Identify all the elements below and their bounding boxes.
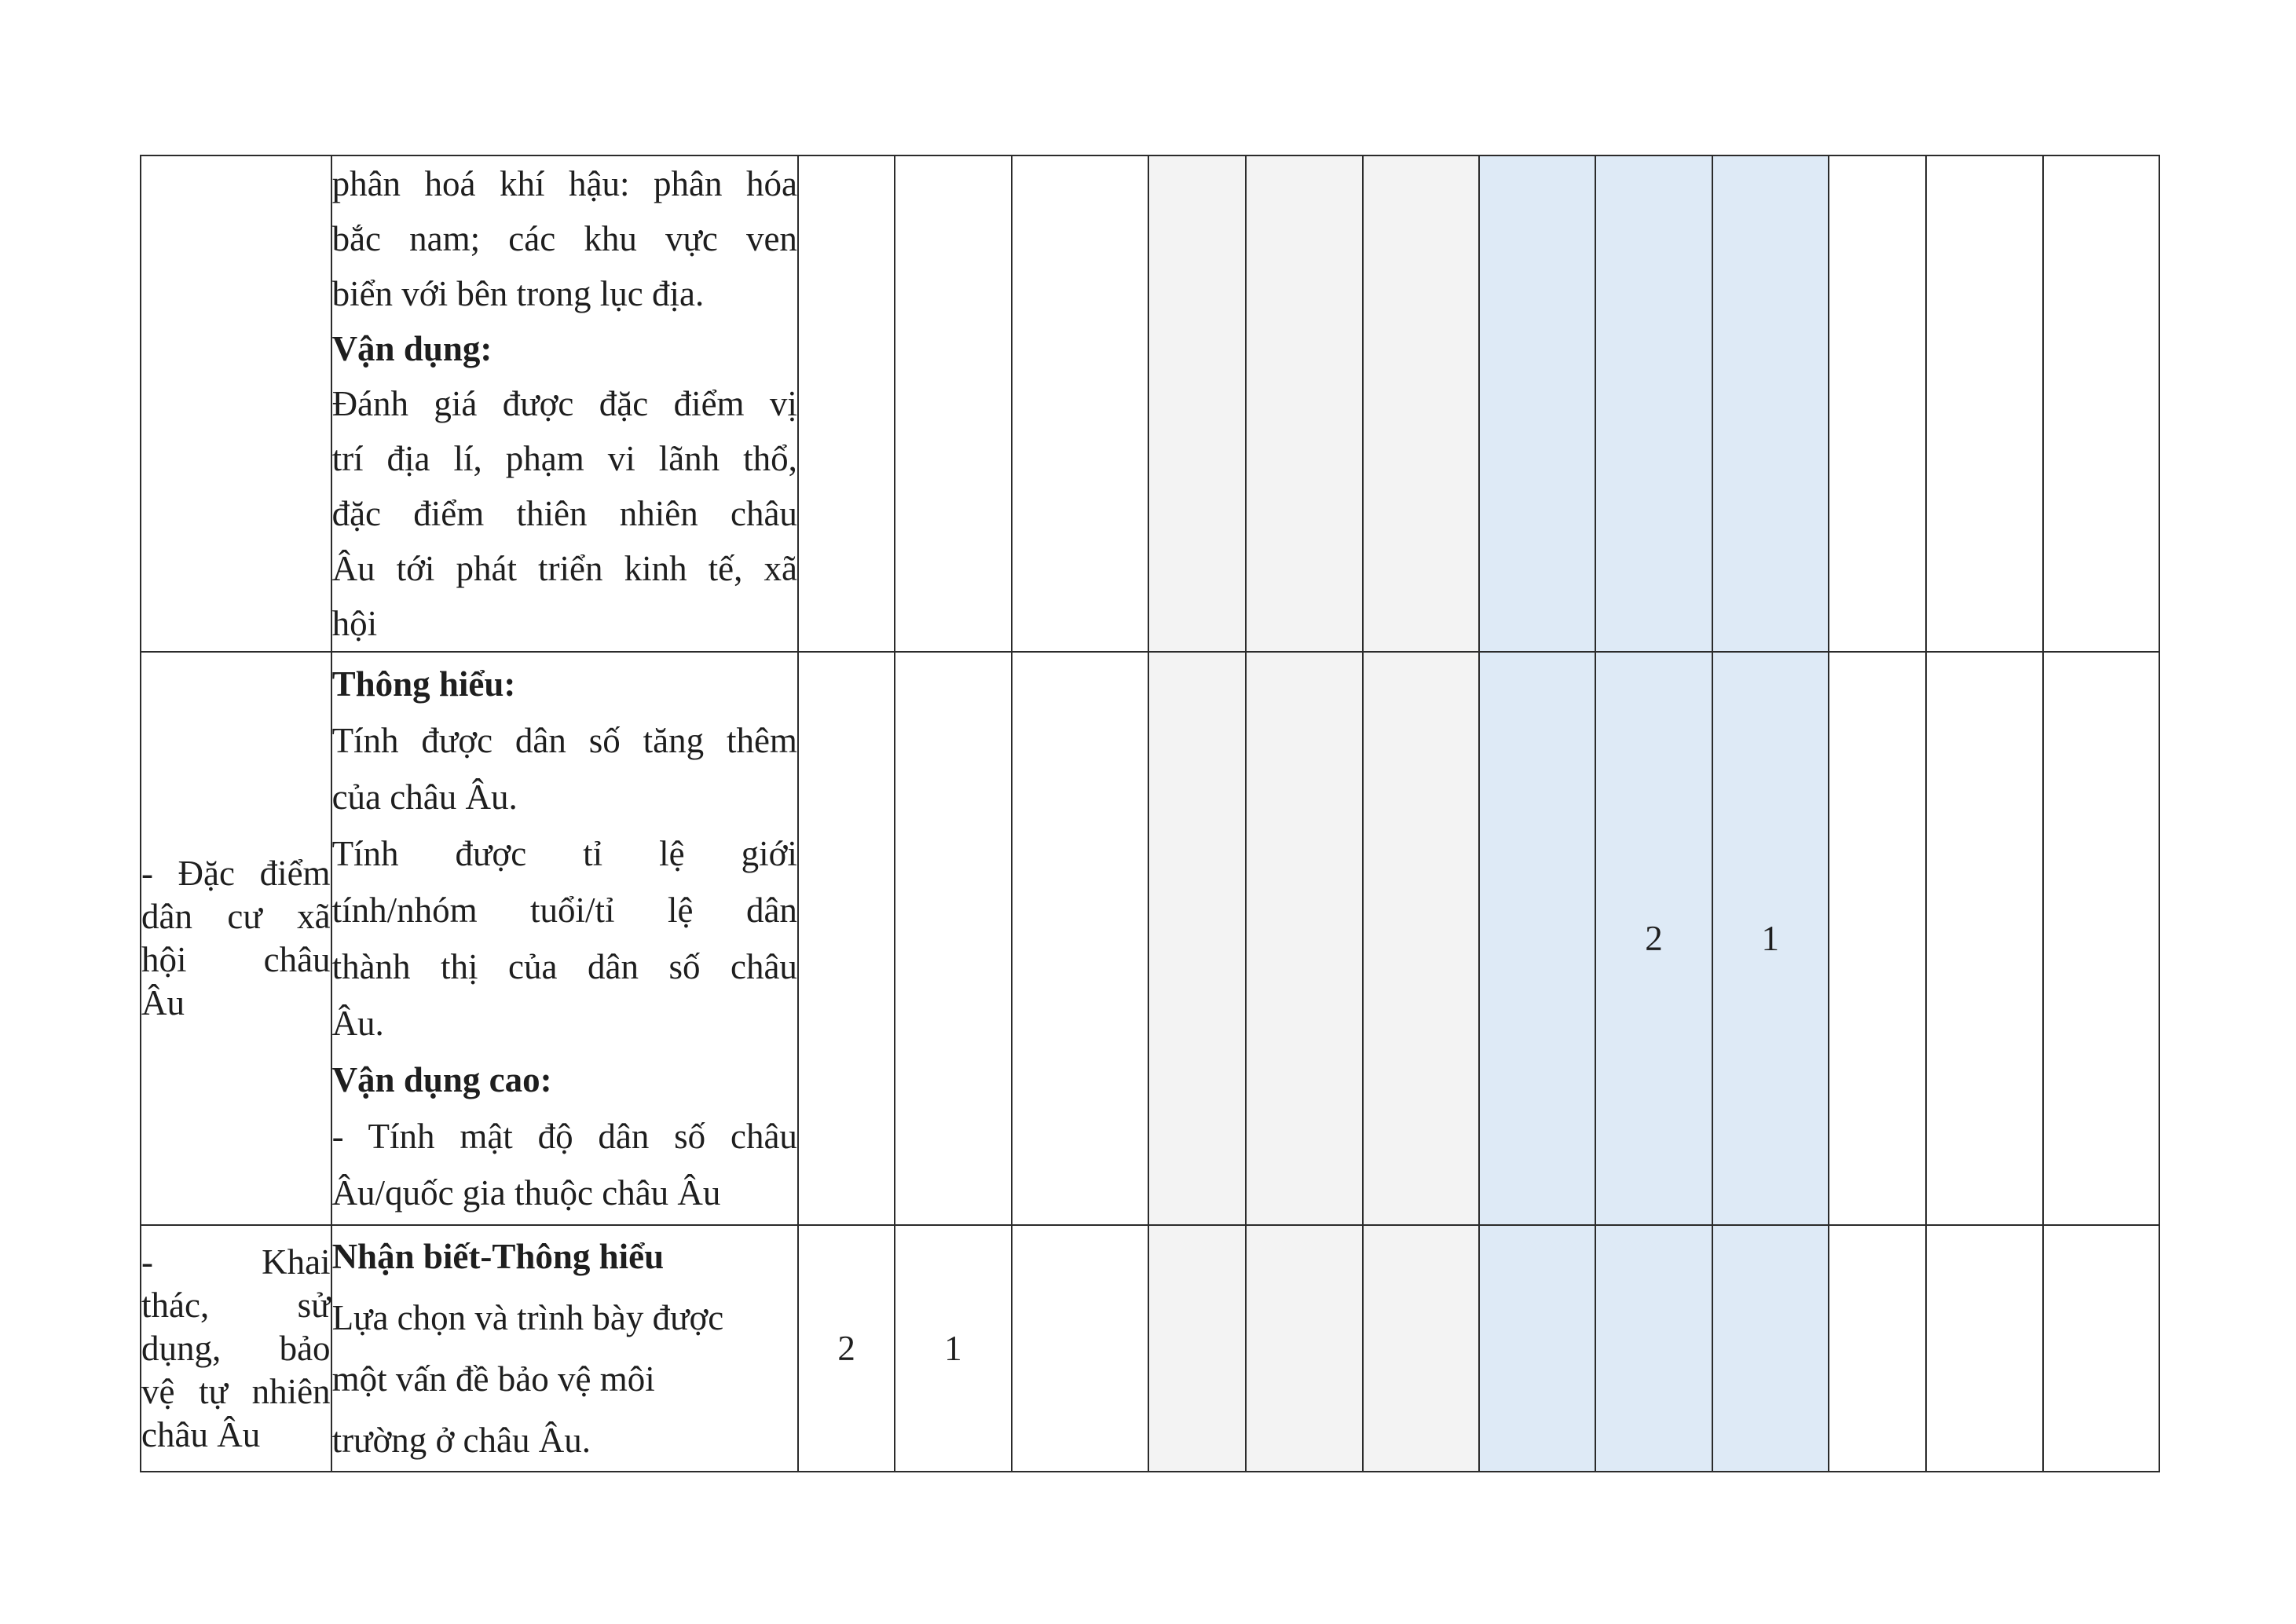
topic-line: - Đặc điểm xyxy=(141,854,331,893)
count-cell xyxy=(1829,155,1926,652)
topic-line: châu Âu xyxy=(141,1414,261,1454)
topic-line: hội châu xyxy=(141,940,331,979)
count-cell xyxy=(1148,652,1246,1225)
count-cell xyxy=(1363,155,1479,652)
requirement-line: Lựa chọn và trình bày được xyxy=(331,1298,724,1337)
count-cell xyxy=(1246,155,1362,652)
count-cell xyxy=(1012,155,1148,652)
count-cell xyxy=(1012,1225,1148,1472)
requirement-line: đặc điểm thiên nhiên châu xyxy=(331,494,797,533)
requirement-line: Âu tới phát triển kinh tế, xã xyxy=(331,549,797,588)
requirement-cell xyxy=(331,652,798,1225)
requirement-line: thành thị của dân số châu xyxy=(331,947,797,986)
count-cell xyxy=(1479,652,1595,1225)
count-cell xyxy=(1829,652,1926,1225)
topic-line: Âu xyxy=(141,983,185,1022)
count-cell xyxy=(1829,1225,1926,1472)
count-cell xyxy=(1479,155,1595,652)
requirement-heading: Thông hiểu: xyxy=(331,664,516,704)
count-cell: 2 xyxy=(1595,652,1712,1225)
count-cell xyxy=(1012,652,1148,1225)
count-cell xyxy=(1926,652,2042,1225)
count-cell xyxy=(895,155,1011,652)
count-cell xyxy=(1926,155,2042,652)
requirement-line: Đánh giá được đặc điểm vị xyxy=(331,384,797,423)
requirement-line: - Tính mật độ dân số châu xyxy=(331,1117,797,1156)
count-cell xyxy=(1479,1225,1595,1472)
topic-line: dân cư xã xyxy=(141,897,331,936)
topic-line: thác, sử xyxy=(141,1285,331,1325)
count-cell xyxy=(1148,1225,1246,1472)
assessment-matrix-table xyxy=(140,155,2160,1472)
table-row xyxy=(141,652,2159,1225)
count-cell xyxy=(1595,155,1712,652)
table-row xyxy=(141,155,2159,652)
topic-cell xyxy=(141,652,331,1225)
requirement-line: hội xyxy=(331,604,378,643)
requirement-heading: Vận dụng cao: xyxy=(331,1060,552,1099)
requirement-line: biển với bên trong lục địa. xyxy=(331,274,705,313)
requirement-line: Âu. xyxy=(331,1004,384,1043)
count-cell xyxy=(798,155,895,652)
requirement-line: tính/nhóm tuổi/tỉ lệ dân xyxy=(331,891,797,930)
requirement-cell xyxy=(331,1225,798,1472)
count-cell xyxy=(1712,155,1829,652)
table-row xyxy=(141,1225,2159,1472)
count-cell: 1 xyxy=(895,1225,1011,1472)
requirement-line: trí địa lí, phạm vi lãnh thổ, xyxy=(331,439,797,478)
requirement-line: bắc nam; các khu vực ven xyxy=(331,219,797,258)
count-cell xyxy=(1363,1225,1479,1472)
requirement-line: Tính được tỉ lệ giới xyxy=(331,834,797,873)
count-cell xyxy=(1246,1225,1362,1472)
requirement-cell xyxy=(331,155,798,652)
requirement-line: của châu Âu. xyxy=(331,777,518,817)
count-cell xyxy=(2043,1225,2159,1472)
topic-line: vệ tự nhiên xyxy=(141,1371,331,1411)
requirement-line: Tính được dân số tăng thêm xyxy=(331,721,797,760)
count-cell xyxy=(2043,155,2159,652)
count-cell xyxy=(1246,652,1362,1225)
count-cell xyxy=(2043,652,2159,1225)
requirement-heading: Nhận biết-Thông hiểu xyxy=(331,1237,665,1276)
count-cell xyxy=(1595,1225,1712,1472)
count-cell xyxy=(1363,652,1479,1225)
requirement-heading: Vận dụng: xyxy=(331,329,493,368)
topic-cell xyxy=(141,155,331,652)
requirement-line: một vấn đề bảo vệ môi xyxy=(331,1359,655,1399)
count-cell xyxy=(1148,155,1246,652)
count-cell xyxy=(895,652,1011,1225)
count-cell xyxy=(1712,1225,1829,1472)
topic-line: - Khai xyxy=(141,1242,331,1282)
requirement-line: trường ở châu Âu. xyxy=(331,1421,591,1460)
topic-cell xyxy=(141,1225,331,1472)
count-cell: 2 xyxy=(798,1225,895,1472)
requirement-line: Âu/quốc gia thuộc châu Âu xyxy=(331,1173,721,1213)
count-cell xyxy=(798,652,895,1225)
requirement-line: phân hoá khí hậu: phân hóa xyxy=(331,164,797,203)
count-cell xyxy=(1926,1225,2042,1472)
topic-line: dụng, bảo xyxy=(141,1328,331,1368)
count-cell: 1 xyxy=(1712,652,1829,1225)
